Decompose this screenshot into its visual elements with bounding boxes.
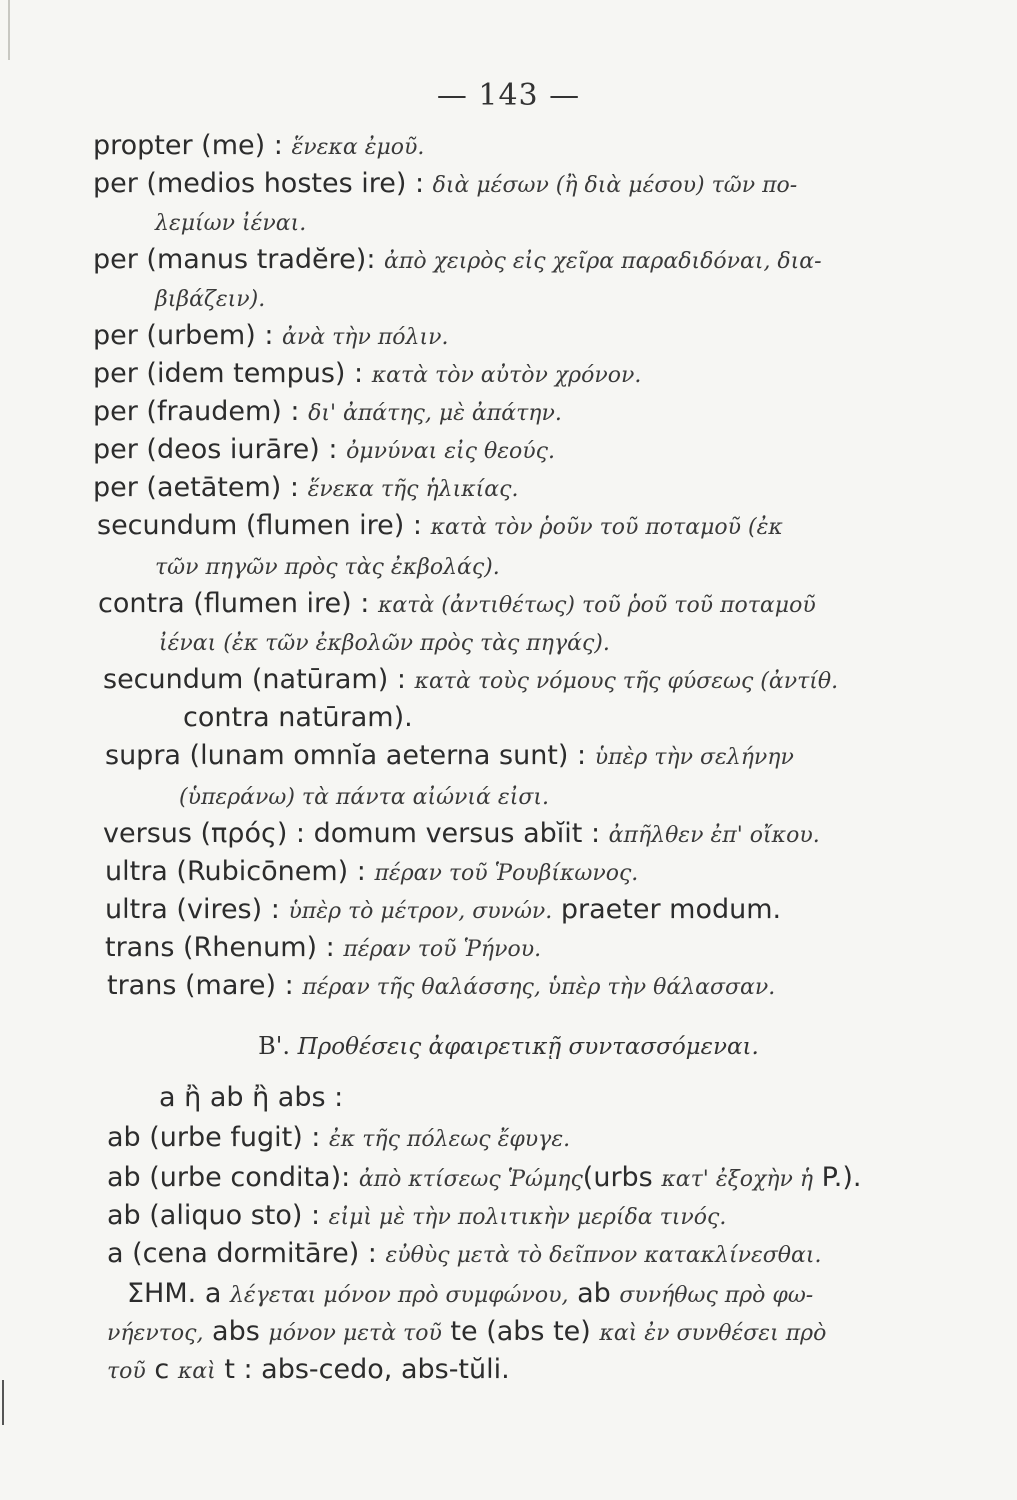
entry-line xyxy=(98,586,816,624)
greek-text: εἰμὶ μὲ τὴν πολιτικὴν μερίδα τινός. xyxy=(328,1205,727,1230)
latin-text: per (medios hostes ire) : xyxy=(93,168,433,199)
greek-text: ὀμνύναι εἰς θεούς. xyxy=(346,439,555,464)
latin-text: per (deos iurāre) : xyxy=(93,434,347,465)
greek-text: πέραν τοῦ Ῥουβίκωνος. xyxy=(374,861,639,886)
greek-text: ἰέναι (ἐκ τῶν ἐκβολῶν πρὸς τὰς πηγάς). xyxy=(159,631,610,656)
entry-line xyxy=(107,1314,826,1352)
latin-text: per (aetātem) : xyxy=(93,472,308,503)
latin-text: a (cena dormitāre) : xyxy=(107,1238,386,1269)
greek-text: συνήθως πρὸ φω- xyxy=(619,1283,814,1308)
entry-line xyxy=(93,432,555,470)
latin-text: (urbs xyxy=(582,1162,662,1193)
greek-text: δι' ἀπάτης, μὲ ἀπάτην. xyxy=(308,401,562,426)
entry-line xyxy=(155,280,265,318)
entry-line xyxy=(105,854,638,892)
greek-text: λεμίων ἰέναι. xyxy=(155,211,307,236)
greek-text: διὰ μέσων (ἢ διὰ μέσου) τῶν πο- xyxy=(432,173,798,198)
greek-text: νήεντος, xyxy=(107,1321,204,1346)
greek-text: κατὰ τὸν ῥοῦν τοῦ ποταμοῦ (ἐκ xyxy=(430,515,783,540)
section-heading-prefix: B'. xyxy=(258,1032,298,1060)
latin-text: secundum (flumen ire) : xyxy=(97,510,431,541)
latin-text: t : abs-cedo, abs-tŭli. xyxy=(215,1354,510,1385)
entry-line xyxy=(105,930,541,968)
entry-line xyxy=(179,778,549,816)
greek-text: πέραν τῆς θαλάσσης, ὑπὲρ τὴν θάλασσαν. xyxy=(302,975,776,1000)
greek-text: κατ' ἐξοχὴν ἡ xyxy=(661,1167,814,1192)
entry-line xyxy=(155,204,306,242)
latin-text: per (urbem) : xyxy=(93,320,283,351)
latin-text: versus (πρός) : domum versus abĭit : xyxy=(103,818,609,849)
entry-line xyxy=(103,662,838,700)
greek-text: πέραν τοῦ Ῥήνου. xyxy=(343,937,542,962)
entry-line xyxy=(107,1160,861,1198)
entry-line xyxy=(97,508,783,546)
latin-text: abs xyxy=(203,1316,269,1347)
latin-text: per (manus tradĕre): xyxy=(93,244,385,275)
entry-line xyxy=(155,548,500,586)
entry-line xyxy=(107,1236,822,1274)
greek-text: λέγεται μόνον πρὸ συμφώνου, xyxy=(229,1283,569,1308)
latin-text: supra (lunam omnĭa aeterna sunt) : xyxy=(105,740,595,771)
section-heading xyxy=(0,1032,1017,1060)
greek-text: εὐθὺς μετὰ τὸ δεῖπνον κατακλίνεσθαι. xyxy=(385,1243,822,1268)
entry-line xyxy=(93,318,448,356)
entry-line xyxy=(93,128,424,166)
page-edge-mark-lower xyxy=(2,1380,4,1425)
latin-text: secundum (natūram) : xyxy=(103,664,415,695)
entry-line xyxy=(183,700,413,736)
section-heading-title: Προθέσεις ἀφαιρετικῇ συντασσόμεναι. xyxy=(297,1034,759,1060)
latin-text: praeter modum. xyxy=(552,894,782,925)
latin-text: ultra (vires) : xyxy=(105,894,289,925)
latin-text: contra natūram). xyxy=(183,702,413,733)
greek-text: τοῦ xyxy=(107,1359,146,1384)
greek-text: καὶ xyxy=(177,1359,216,1384)
greek-text: κατὰ τὸν αὐτὸν χρόνον. xyxy=(371,363,642,388)
entry-line xyxy=(107,1120,570,1158)
greek-text: μόνον μετὰ τοῦ xyxy=(268,1321,442,1346)
entry-line xyxy=(93,470,518,508)
latin-text: ab xyxy=(568,1278,620,1309)
latin-text: trans (mare) : xyxy=(107,970,303,1001)
latin-text: te (abs te) xyxy=(441,1316,600,1347)
latin-text: ΣΗΜ. a xyxy=(127,1278,230,1309)
latin-text: a ἢ ab ἢ abs : xyxy=(159,1082,344,1113)
greek-text: ἕνεκα τῆς ἡλικίας. xyxy=(307,477,519,502)
page-edge-mark xyxy=(8,0,10,60)
entry-line xyxy=(159,624,610,662)
latin-text: propter (me) : xyxy=(93,130,292,161)
greek-text: ἀπῆλθεν ἐπ' οἴκου. xyxy=(608,823,820,848)
entry-line xyxy=(159,1080,343,1116)
entry-line xyxy=(93,166,797,204)
entry-line xyxy=(93,394,562,432)
greek-text: τῶν πηγῶν πρὸς τὰς ἐκβολάς). xyxy=(155,555,500,580)
entry-line xyxy=(93,242,822,280)
greek-text: ἐκ τῆς πόλεως ἔφυγε. xyxy=(329,1127,571,1152)
page-number: — 143 — xyxy=(436,78,581,113)
latin-text: per (fraudem) : xyxy=(93,396,309,427)
greek-text: ἕνεκα ἐμοῦ. xyxy=(291,135,425,160)
latin-text: P.). xyxy=(813,1162,862,1193)
latin-text: ultra (Rubicōnem) : xyxy=(105,856,375,887)
entry-line xyxy=(103,816,820,854)
entry-line xyxy=(107,1352,510,1390)
latin-text: ab (aliquo sto) : xyxy=(107,1200,329,1231)
greek-text: ὑπὲρ τὸ μέτρον, συνών. xyxy=(288,899,553,924)
greek-text: (ὑπεράνω) τὰ πάντα αἰώνιά εἰσι. xyxy=(179,785,549,810)
greek-text: ἀνὰ τὴν πόλιν. xyxy=(282,325,449,350)
entry-line xyxy=(105,738,794,776)
latin-text: ab (urbe fugit) : xyxy=(107,1122,329,1153)
greek-text: καὶ ἐν συνθέσει πρὸ xyxy=(599,1321,827,1346)
latin-text: ab (urbe condita): xyxy=(107,1162,359,1193)
latin-text: c xyxy=(145,1354,178,1385)
entry-line xyxy=(105,892,781,930)
latin-text: contra (flumen ire) : xyxy=(98,588,378,619)
greek-text: κατὰ τοὺς νόμους τῆς φύσεως (ἀντίθ. xyxy=(414,669,839,694)
latin-text: trans (Rhenum) : xyxy=(105,932,344,963)
greek-text: βιβάζειν). xyxy=(155,287,266,312)
entry-line xyxy=(127,1276,813,1314)
greek-text: ὑπὲρ τὴν σελήνην xyxy=(594,745,794,770)
entry-line xyxy=(93,356,641,394)
latin-text: per (idem tempus) : xyxy=(93,358,372,389)
greek-text: ἀπὸ κτίσεως Ῥώμης xyxy=(358,1167,583,1192)
greek-text: ἀπὸ χειρὸς εἰς χεῖρα παραδιδόναι, δια- xyxy=(384,249,822,274)
entry-line xyxy=(107,968,775,1006)
greek-text: κατὰ (ἀντιθέτως) τοῦ ῥοῦ τοῦ ποταμοῦ xyxy=(377,593,816,618)
entry-line xyxy=(107,1198,726,1236)
